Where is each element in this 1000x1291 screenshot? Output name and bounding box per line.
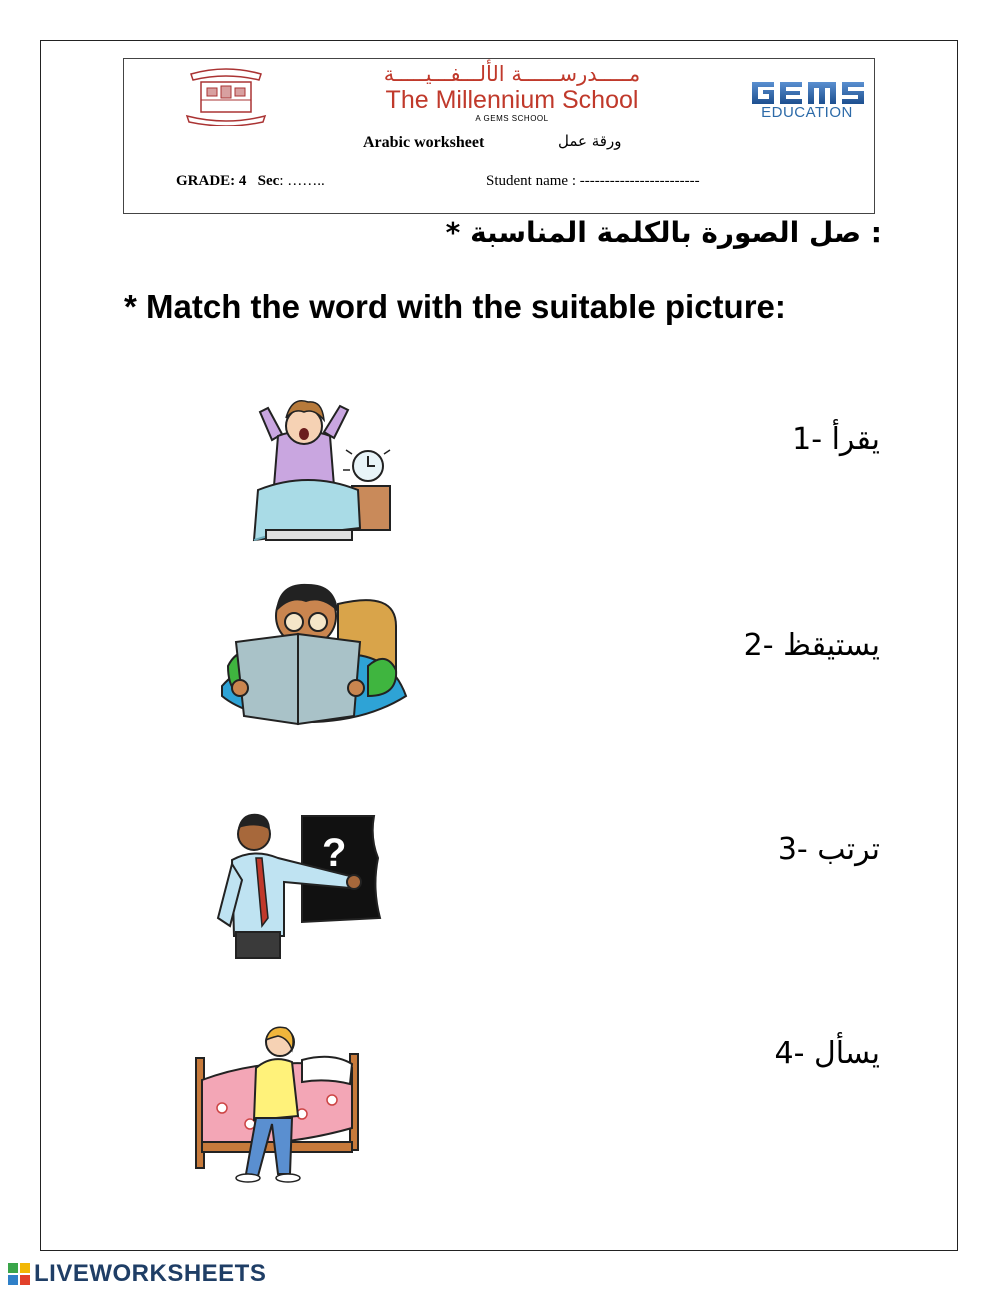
school-name-arabic: مـــــدرســــــة الألـــفـــيـــــة <box>383 62 641 86</box>
school-name-english: The Millennium School <box>385 86 639 114</box>
footer-logo <box>8 1261 266 1287</box>
gems-education-label: EDUCATION <box>761 104 853 121</box>
sec-field[interactable]: : …….. <box>279 173 325 189</box>
instruction-english: * Match the word with the suitable picture: <box>124 288 786 325</box>
sec-label: Sec <box>257 173 280 189</box>
school-subtitle: A GEMS SCHOOL <box>475 114 549 123</box>
match-word-4[interactable]: 4- يسأل <box>774 1036 880 1071</box>
liveworksheets-logo-icon <box>8 1263 30 1285</box>
match-word-2[interactable]: 2- يستيقظ <box>743 628 880 663</box>
teacher-question-board-icon[interactable] <box>214 808 392 962</box>
footer-brand: LIVEWORKSHEETS <box>34 1260 267 1287</box>
waking-up-in-bed-icon[interactable] <box>248 390 396 546</box>
match-word-3[interactable]: 3- ترتب <box>777 832 880 867</box>
grade-section-line <box>176 173 325 190</box>
svg-text:?: ? <box>322 831 347 875</box>
match-word-1[interactable]: 1- يقرأ <box>792 422 880 457</box>
instruction-arabic: * صل الصورة بالكلمة المناسبة : <box>445 216 882 249</box>
student-name-field[interactable]: Student name : ------------------------ <box>486 173 700 189</box>
grade-label: GRADE: 4 <box>176 173 247 189</box>
school-crest-icon <box>183 68 269 126</box>
boy-reading-book-icon[interactable] <box>218 576 410 728</box>
worksheet-title-english: Arabic worksheet <box>363 134 485 151</box>
girl-making-bed-icon[interactable] <box>192 1024 364 1184</box>
worksheet-title-arabic: ورقة عمل <box>558 132 622 150</box>
